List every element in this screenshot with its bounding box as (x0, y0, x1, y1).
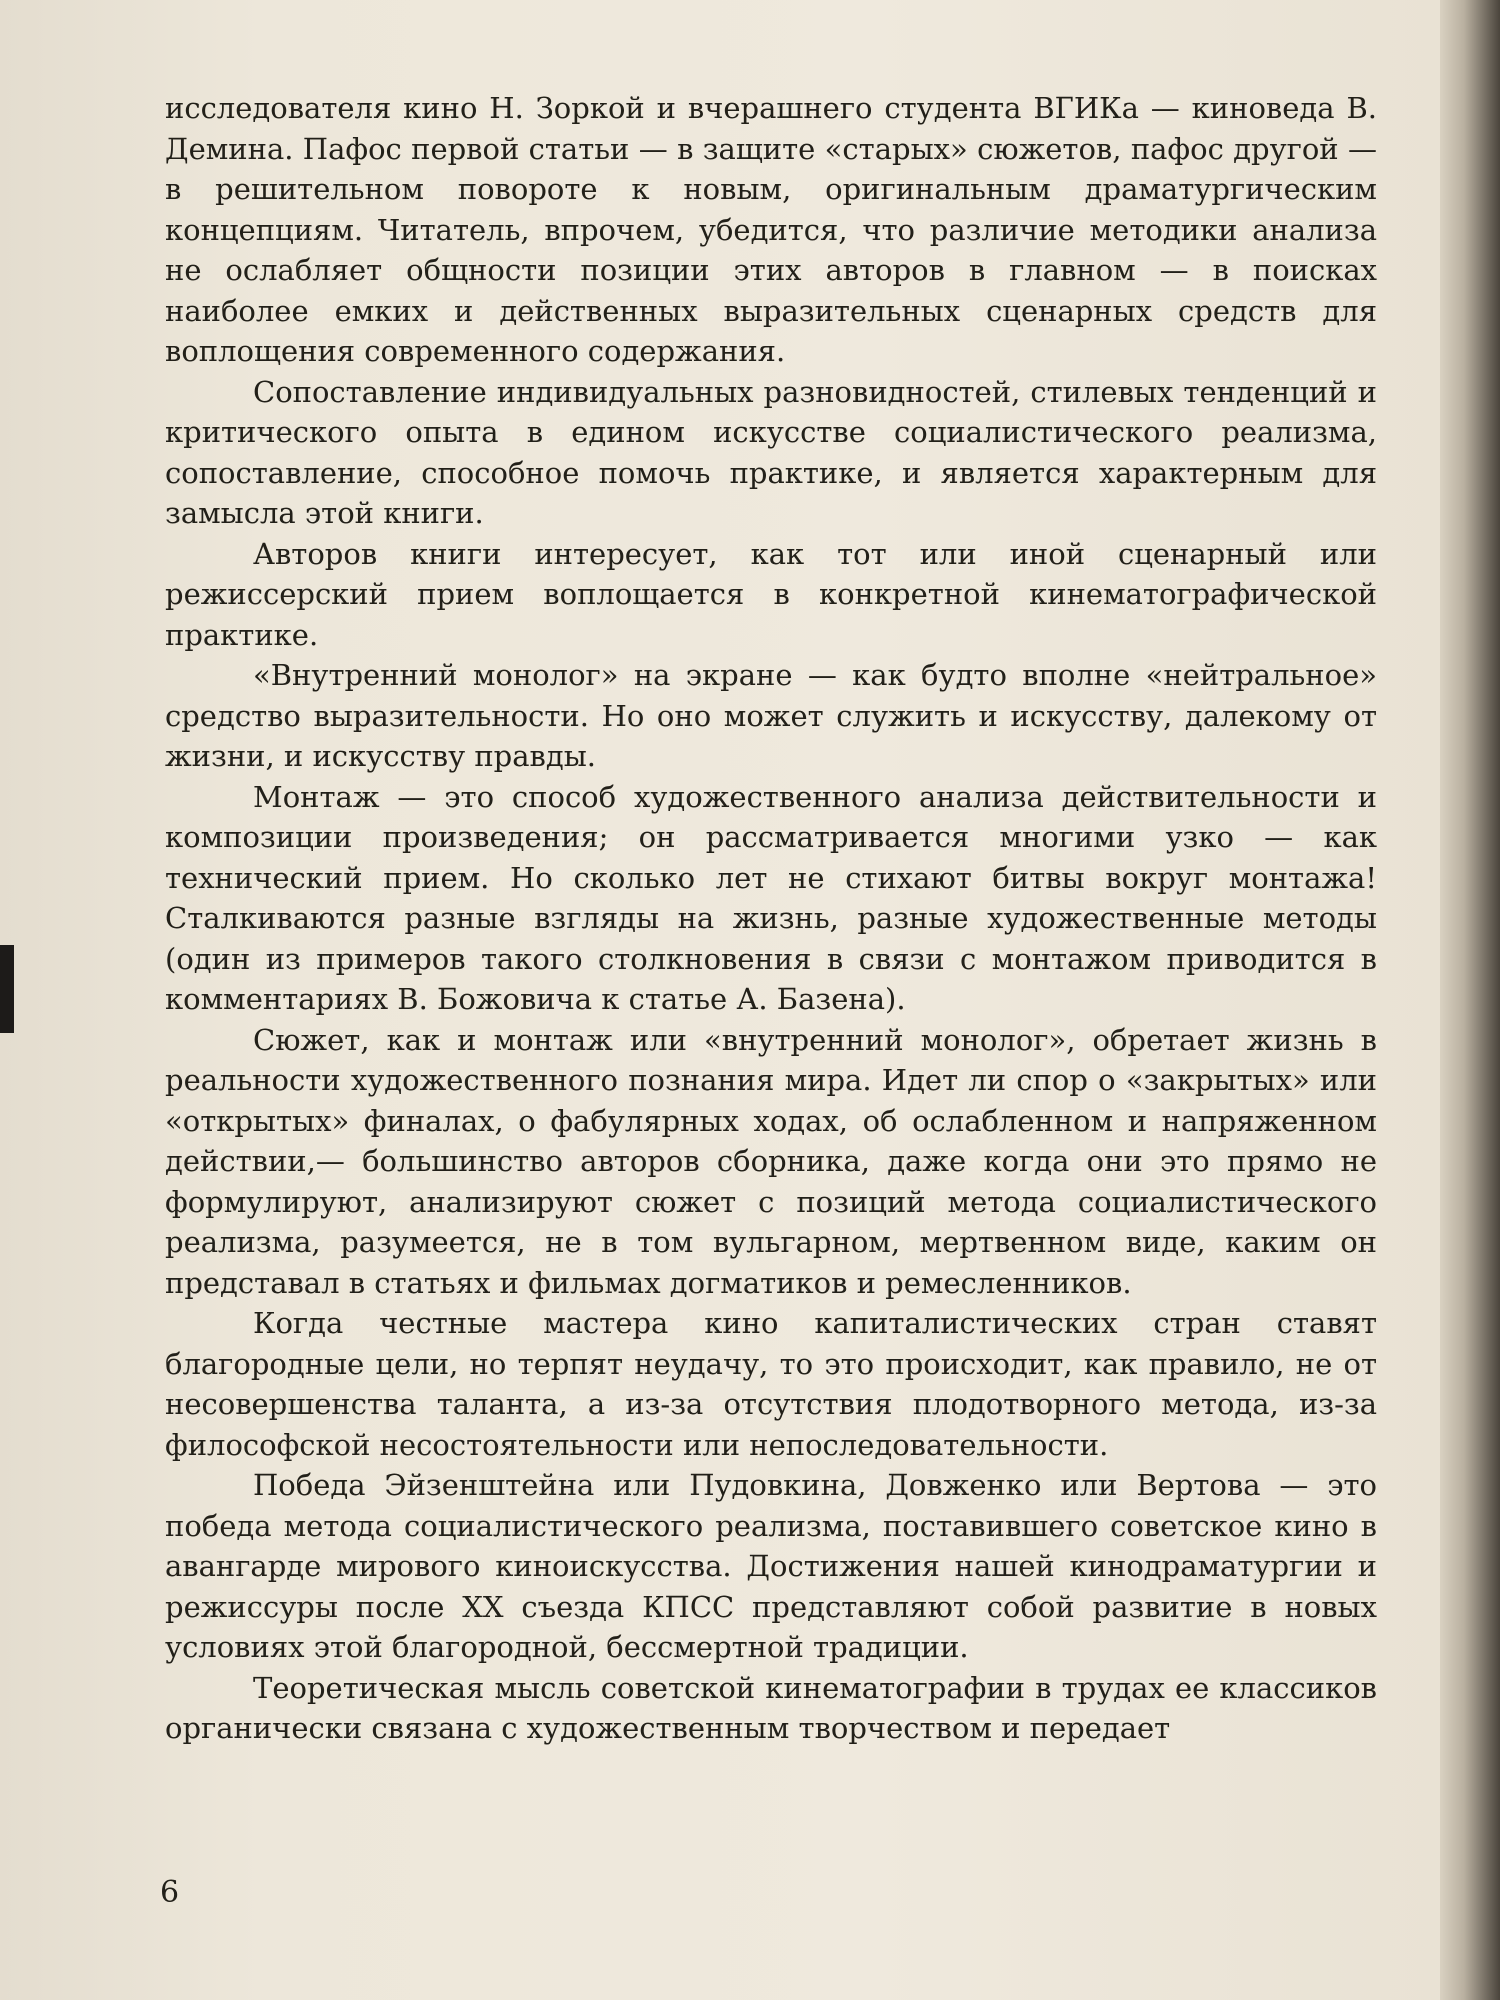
paragraph: Авторов книги интересует, как тот или иной сценарный или режиссерский прием воплощается в конкретной кинематографической практике. (165, 536, 1377, 652)
paragraph: Сюжет, как и монтаж или «внутренний монолог», обретает жизнь в реальности художественного познания мира. Идет ли спор о «закрытых» или «открытых» финалах, о фабулярных ходах, об ослабленном и напряженном действии,— большинство авторов сборника, даже когда они это прямо не формулируют, анализируют сюжет с позиций метода социалистического реализма, разумеется, не в том вульгарном, мертвенном виде, каким он представал в статьях и фильмах догматиков и ремесленников. (165, 1022, 1377, 1300)
page-number: 6 (160, 1875, 180, 1910)
paragraph: «Внутренний монолог» на экране — как будто вполне «нейтральное» средство выразительности. Но оно может служить и искусству, далекому от жизни, и искусству правды. (165, 658, 1377, 773)
paragraph: исследователя кино Н. Зоркой и вчерашнего студента ВГИКа — киноведа В. Демина. Пафос первой статьи — в защите «старых» сюжетов, пафос другой — в решительном повороте к новым, оригинальным драматургическим концепциям. Читатель, впрочем, убедится, что различие методики анализа не ослабляет общности позиции этих авторов в главном — в поисках наиболее емких и действенных выразительных сценарных средств для воплощения современного содержания. (165, 91, 1377, 368)
paragraph: Теоретическая мысль советской кинематографии в трудах ее классиков органически связана с художественным творчеством и передает (165, 1670, 1377, 1745)
paragraph: Сопоставление индивидуальных разновидностей, стилевых тенденций и критического опыта в едином искусстве социалистического реализма, сопоставление, способное помочь практике, и является характерным для замысла этой книги. (165, 374, 1377, 530)
paragraph: Когда честные мастера кино капиталистических стран ставят благородные цели, но терпят неудачу, то это происходит, как правило, не от несовершенства таланта, а из-за отсутствия плодотворного метода, из-за философской несостоятельности или непоследовательности. (165, 1306, 1377, 1462)
paragraph: Победа Эйзенштейна или Пудовкина, Довженко или Вертова — это победа метода социалистического реализма, поставившего советское кино в авангарде мирового киноискусства. Достижения нашей кинодраматургии и режиссуры после XX съезда КПСС представляют собой развитие в новых условиях этой благородной, бессмертной традиции. (165, 1468, 1377, 1664)
book-page-edge (1440, 0, 1500, 2000)
page-margin-mark (0, 945, 14, 1033)
body-text (165, 88, 1377, 1749)
paragraph: Монтаж — это способ художественного анализа действительности и композиции произведения; он рассматривается многими узко — как технический прием. Но сколько лет не стихают битвы вокруг монтажа! Сталкиваются разные взгляды на жизнь, разные художественные методы (один из примеров такого столкновения в связи с монтажом приводится в комментариях В. Божовича к статье А. Базена). (165, 779, 1377, 1016)
